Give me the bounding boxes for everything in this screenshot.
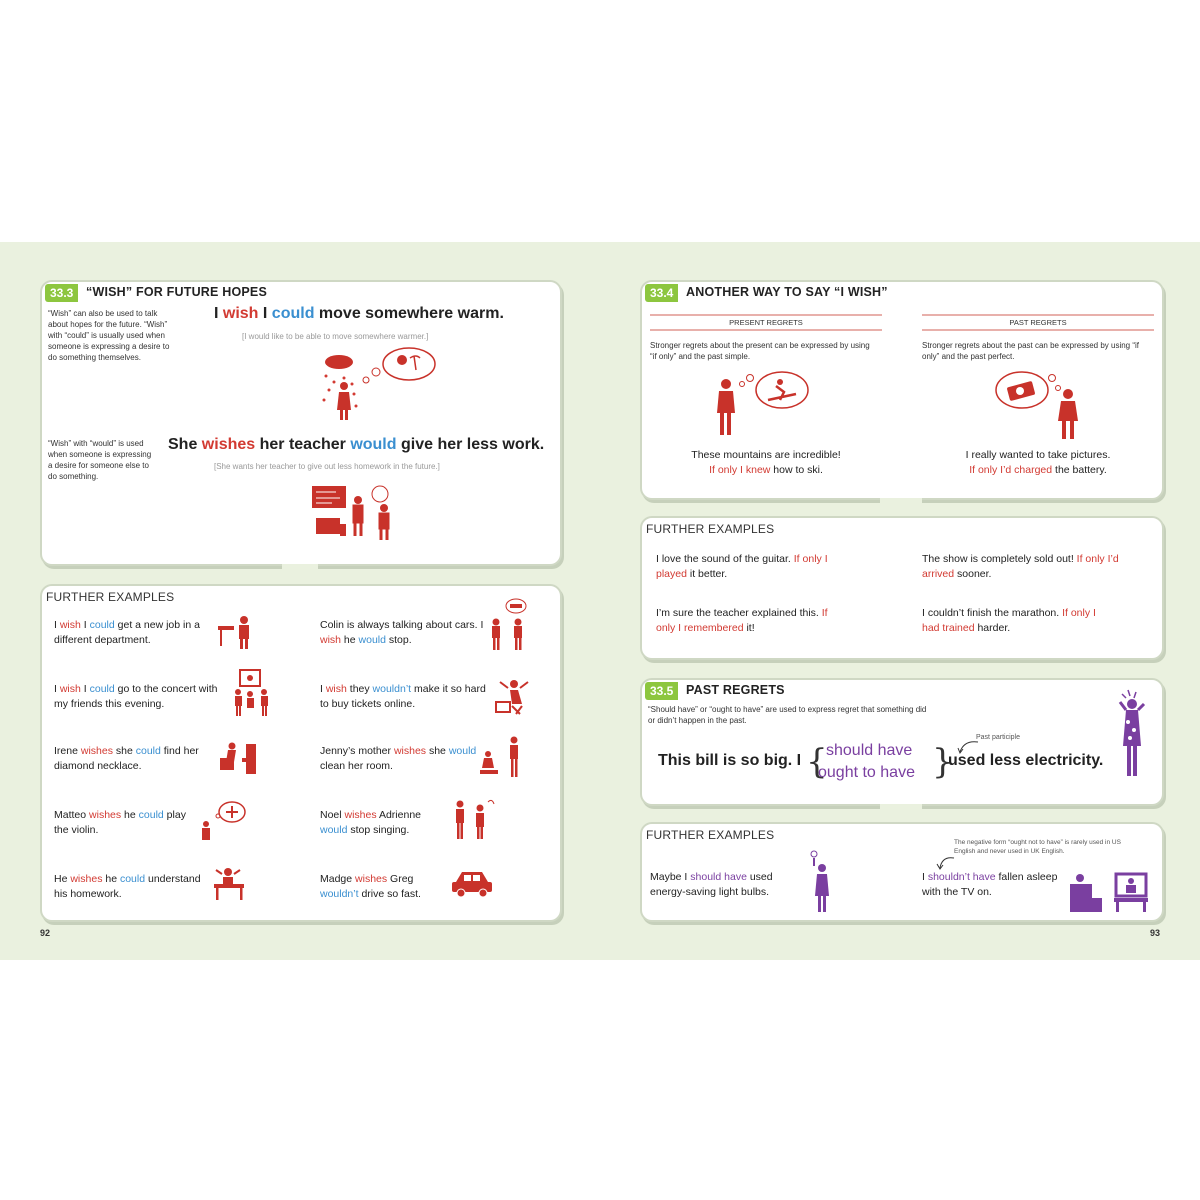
section-title: ANOTHER WAY TO SAY “I WISH” [686, 285, 888, 299]
further-examples-header: FURTHER EXAMPLES [46, 590, 175, 604]
sleeping-tv-icon [1066, 868, 1150, 914]
past-regrets-note: Stronger regrets about the past can be expressed by using “if only” and the past perfect. [922, 341, 1140, 361]
gloss-wish-could: [I would like to be able to move somewhere warmer.] [242, 332, 429, 341]
pointer-arrow-icon [934, 854, 956, 870]
search-necklace-icon [218, 738, 258, 778]
example-item: Matteo wishes he could play the violin. [54, 809, 186, 836]
past-regrets-example: I really wanted to take pictures. If only I’d charged the battery. [965, 449, 1111, 476]
page-number-left: 92 [40, 928, 51, 938]
example-item: I couldn’t finish the marathon. If only I had trained harder. [922, 607, 1096, 634]
light-bulb-person-icon [810, 848, 832, 914]
past-regrets-header: PAST REGRETS [922, 314, 1154, 331]
section-number: 33.5 [645, 682, 678, 700]
note-wish-could: “Wish” can also be used to talk about hopes for the future. “Wish” with “could” is usually used when someone is expressing a desire to do something themselves. [48, 309, 170, 362]
example-item: The show is completely sold out! If only I’d arrived sooner. [922, 553, 1119, 580]
option-should-have: should have [826, 742, 913, 759]
past-participle-label: Past participle [976, 734, 1020, 741]
example-item: Jenny’s mother wishes she would clean her room. [320, 745, 477, 772]
section-title: PAST REGRETS [686, 683, 785, 697]
computer-frustration-icon [494, 676, 530, 716]
example-item: I’m sure the teacher explained this. If only I remembered it! [656, 607, 828, 634]
past-regret-example-lead: This bill is so big. I [658, 752, 802, 769]
homework-desk-icon [212, 866, 246, 902]
section-number: 33.3 [45, 284, 78, 302]
car-talk-icon [488, 598, 528, 652]
option-ought-to-have: ought to have [818, 764, 915, 781]
section-33-5-panel [640, 678, 1164, 806]
connector-gap [282, 564, 318, 582]
example-item: Madge wishes Greg wouldn’t drive so fast. [320, 873, 421, 900]
connector-gap [880, 804, 922, 820]
past-regrets-note: “Should have” or “ought to have” are used to express regret that something did or didn’t happen in the past. [648, 705, 927, 725]
example-item: I wish I could go to the concert with my friends this evening. [54, 683, 218, 710]
example-item: Irene wishes she could find her diamond necklace. [54, 745, 199, 772]
skier-dream-illustration [710, 374, 810, 442]
mother-daughter-icon [478, 736, 528, 780]
present-regrets-note: Stronger regrets about the present can be expressed by using “if only” and the past simple. [650, 341, 870, 361]
present-regrets-header: PRESENT REGRETS [650, 314, 882, 331]
negative-form-note: The negative form “ought not to have” is rarely used in US English and never used in UK English. [954, 839, 1121, 855]
section-33-4-panel [640, 280, 1164, 500]
rain-dream-illustration [314, 350, 439, 430]
section-33-3-panel [40, 280, 562, 566]
gloss-wish-would: [She wants her teacher to give out less homework in the future.] [214, 462, 440, 471]
classroom-illustration [310, 484, 400, 544]
car-icon [450, 868, 494, 900]
section-number: 33.4 [645, 284, 678, 302]
example-item: Noel wishes Adrienne would stop singing. [320, 809, 421, 836]
example-item: I shouldn’t have fallen asleep with the TV on. [922, 871, 1058, 898]
section-title: “WISH” FOR FUTURE HOPES [86, 285, 267, 299]
singing-icon [450, 798, 498, 842]
camera-dream-illustration [994, 374, 1084, 442]
example-item: I love the sound of the guitar. If only I played it better. [656, 553, 828, 580]
connector-gap [880, 498, 922, 514]
further-examples-header: FURTHER EXAMPLES [646, 522, 775, 536]
example-item: Colin is always talking about cars. I wish he would stop. [320, 619, 484, 646]
further-examples-left-panel [40, 584, 562, 922]
example-wish-would: She wishes her teacher would give her less work. [168, 436, 545, 453]
left-brace: { [806, 742, 828, 782]
worried-person-icon [1114, 688, 1150, 780]
further-examples-header: FURTHER EXAMPLES [646, 828, 775, 842]
office-worker-icon [216, 612, 256, 652]
present-regrets-example: These mountains are incredible! If only I knew how to ski. [691, 449, 841, 476]
violin-dream-icon [198, 802, 248, 842]
example-wish-could: I wish I could move somewhere warm. [214, 305, 504, 322]
book-spread [0, 242, 1200, 960]
example-item: He wishes he could understand his homework. [54, 873, 201, 900]
example-item: I wish they wouldn’t make it so hard to buy tickets online. [320, 683, 486, 710]
note-wish-would: “Wish” with “would” is used when someone is expressing a desire for someone else to do something. [48, 439, 152, 481]
past-regret-example-tail: used less electricity. [948, 752, 1104, 769]
page-number-right: 93 [1150, 928, 1161, 938]
right-brace: } [932, 742, 954, 782]
example-item: Maybe I should have used energy-saving light bulbs. [650, 871, 773, 898]
concert-friends-icon [232, 670, 272, 718]
further-examples-right-panel-2 [640, 822, 1164, 922]
further-examples-right-panel-1 [640, 516, 1164, 660]
example-item: I wish I could get a new job in a different department. [54, 619, 200, 646]
